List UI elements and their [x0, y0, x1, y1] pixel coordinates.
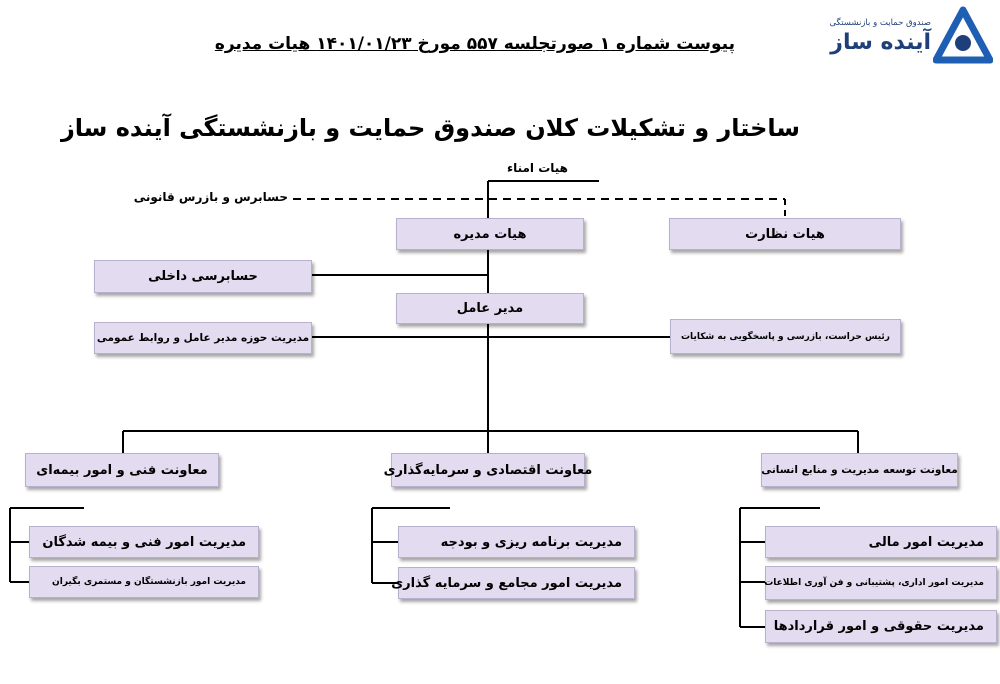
econ-unit-1-label: مدیریت برنامه ریزی و بودجه [440, 534, 622, 550]
auditor-label: حسابرس و بازرس قانونی [133, 190, 288, 204]
internal-audit-box[interactable] [94, 260, 312, 293]
deputy-dev-box[interactable] [761, 453, 958, 487]
dev-unit-1-label: مدیریت امور مالی [868, 534, 984, 550]
attachment-line: پیوست شماره ۱ صورتجلسه ۵۵۷ مورخ ۱۴۰۱/۰۱/۲۳ هیات مدیره [214, 34, 735, 54]
dev-unit-3-box[interactable] [765, 610, 997, 643]
econ-unit-2-label: مدیریت امور مجامع و سرمایه گذاری [391, 575, 622, 591]
tech-unit-2-box[interactable] [29, 566, 259, 598]
dev-unit-3-label: مدیریت حقوقی و امور قراردادها [773, 619, 984, 634]
supervisory-box[interactable] [669, 218, 901, 250]
board-label: هیات مدیره [453, 226, 527, 242]
deputy-econ-box[interactable] [383, 453, 593, 487]
tech-unit-1-box[interactable] [29, 526, 259, 558]
logo-org-big: آینده ساز [830, 30, 931, 55]
ceo-office-label: مدیریت حوزه مدیر عامل و روابط عمومی [96, 332, 310, 344]
board-box[interactable] [396, 218, 584, 250]
supervisory-label: هیات نظارت [745, 226, 825, 242]
dev-unit-1-box[interactable] [765, 526, 997, 558]
security-label: رئیس حراست، بازرسی و پاسخگویی به شکایات [681, 331, 890, 342]
ceo-box[interactable] [396, 293, 584, 324]
econ-unit-2-box[interactable] [391, 567, 635, 599]
deputy-econ-label: معاونت اقتصادی و سرمایه‌گذاری [383, 462, 593, 478]
internal-audit-label: حسابرسی داخلی [148, 269, 258, 284]
deputy-tech-box[interactable] [25, 453, 219, 487]
tech-unit-2-label: مدیریت امور بازنشستگان و مستمری بگیران [52, 577, 246, 587]
ceo-label: مدیر عامل [456, 301, 524, 316]
logo-org-small: صندوق حمایت و بازنشستگی [829, 18, 931, 28]
trustees-label: هیات امناء [506, 161, 568, 175]
deputy-tech-label: معاونت فنی و امور بیمه‌ای [36, 462, 208, 478]
econ-unit-1-box[interactable] [398, 526, 635, 558]
security-box[interactable] [670, 319, 901, 354]
deputy-dev-label: معاونت توسعه مدیریت و منابع انسانی [761, 464, 958, 476]
page-title: ساختار و تشکیلات کلان صندوق حمایت و بازنشستگی آینده ساز [60, 114, 800, 142]
tech-unit-1-label: مدیریت امور فنی و بیمه شدگان [42, 534, 246, 550]
dev-unit-2-label: مدیریت امور اداری، پشتیبانی و فن آوری اطلاعات [764, 578, 984, 588]
ceo-office-box[interactable] [94, 322, 312, 354]
dev-unit-2-box[interactable] [765, 566, 997, 600]
